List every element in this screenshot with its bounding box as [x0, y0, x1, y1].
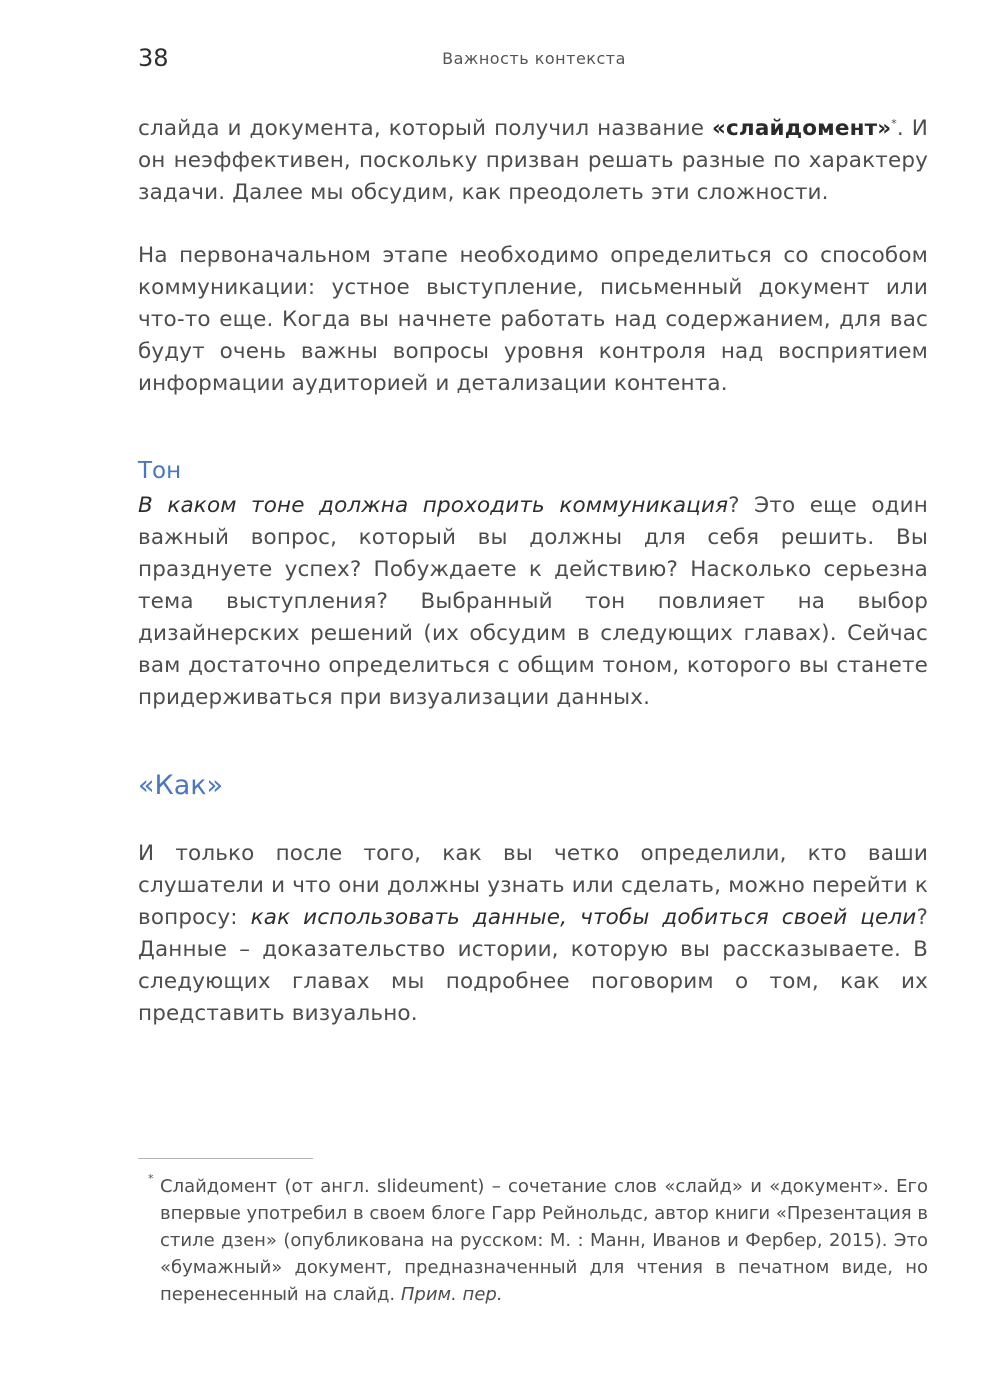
subheading-tone: Тон: [138, 458, 182, 484]
footnote-divider: [138, 1158, 313, 1159]
paragraph-how: [138, 838, 928, 1030]
paragraph-text: ? Это еще один важный вопрос, который вы должны для себя решить. Вы празднуете успех? Побуждаете к действию? Насколько серьезна тема выступления? Выбранный тон повлияет на выбор дизайнерских решений (их обсудим в следующих главах). Сейчас вам достаточно определиться с общим тоном, которого вы станете придерживаться при визуализации данных.: [138, 493, 928, 710]
bold-term: «слайдомент»: [711, 116, 892, 141]
running-head: Важность контекста: [442, 49, 626, 68]
page-number: 38: [138, 44, 169, 72]
italic-question: В каком тоне должна проходить коммуникация: [138, 493, 729, 518]
italic-phrase: как использовать данные, чтобы добиться своей цели: [250, 905, 917, 930]
paragraph-text: слайда и документа, который получил название: [138, 116, 712, 141]
footnote-marker: *: [148, 1172, 154, 1185]
footnote: [148, 1172, 928, 1308]
paragraph-slideument: [138, 113, 928, 209]
paragraph-text: ? Данные – доказательство истории, которую вы рассказываете. В следующих главах мы подробнее поговорим о том, как их представить визуально.: [138, 905, 928, 1026]
paragraph-text: . И он неэффективен, поскольку призван решать разные по характеру задачи. Далее мы обсудим, как преодолеть эти сложности.: [138, 116, 929, 205]
paragraph-text: И только после того, как вы четко определили, кто ваши слушатели и что они должны узнать или сделать, можно перейти к вопросу:: [138, 841, 928, 930]
paragraph-tone: [138, 490, 928, 714]
footnote-text: Слайдомент (от англ. slideument) – сочетание слов «слайд» и «документ». Его впервые употребил в своем блоге Гарр Рейнольдс, автор книги «Презентация в стиле дзен» (опубликована на русском: М. : Манн, Иванов и Фербер, 2015). Это «бумажный» документ, предназначенный для чтения в печатном виде, но перенесенный на слайд.: [160, 1176, 928, 1305]
footnote-reference[interactable]: *: [891, 116, 897, 130]
section-heading-how: «Как»: [138, 770, 224, 801]
paragraph-communication-method: На первоначальном этапе необходимо определиться со способом коммуникации: устное выступление, письменный документ или что-то еще. Когда вы начнете работать над содержанием, для вас будут очень важны вопросы уровня контроля над восприятием информации аудиторией и детализации контента.: [138, 243, 928, 396]
translator-note: Прим. пер.: [400, 1284, 503, 1305]
